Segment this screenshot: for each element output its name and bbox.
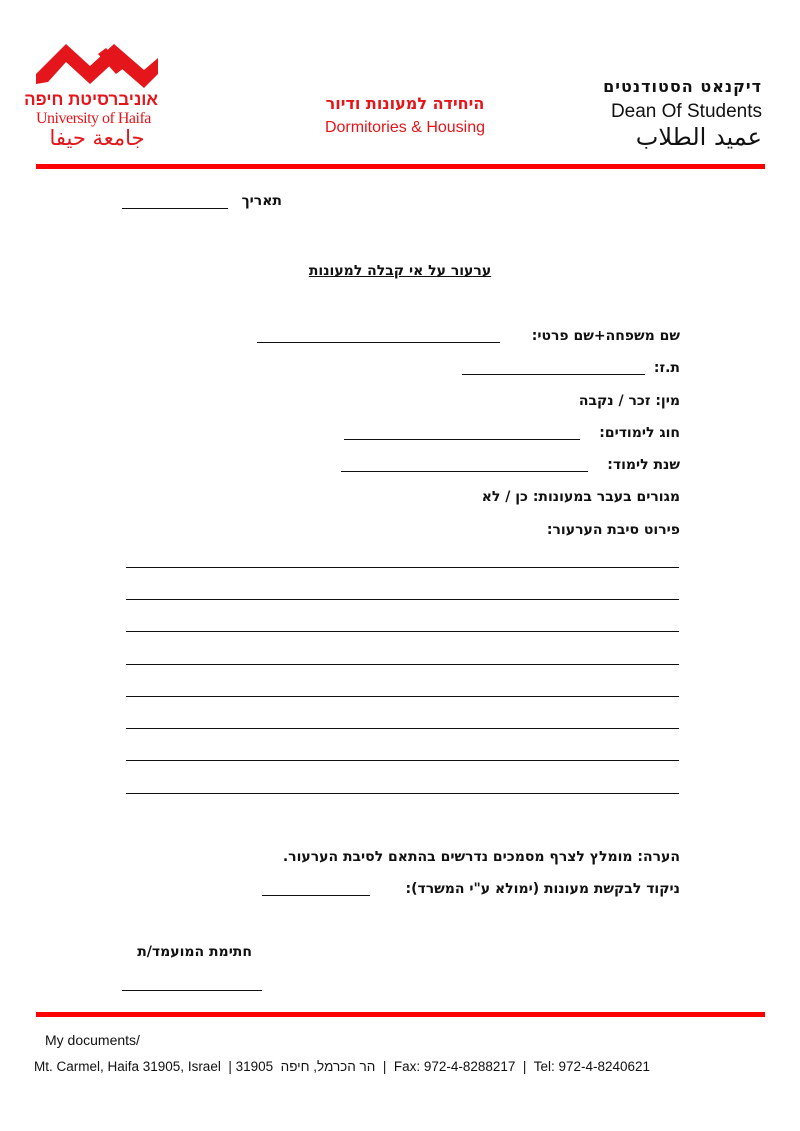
date-label: תאריך <box>241 193 282 209</box>
score-label: ניקוד לבקשת מעונות (ימולא ע"י המשרד): <box>405 881 680 897</box>
reason-line[interactable] <box>126 793 679 794</box>
footer-path: My documents/ <box>45 1032 140 1048</box>
reason-line[interactable] <box>126 664 679 665</box>
reason-line[interactable] <box>126 728 679 729</box>
form-title: ערעור על אי קבלה למעונות <box>308 263 492 279</box>
reason-line[interactable] <box>126 631 679 632</box>
name-label: שם משפחה+שם פרטי: <box>531 328 680 344</box>
university-logo <box>24 44 161 154</box>
logo-hebrew: אוניברסיטת חיפה <box>24 90 158 109</box>
major-line[interactable] <box>344 439 580 440</box>
id-label: ת.ז: <box>653 360 680 376</box>
date-line <box>122 208 228 209</box>
unit-english: Dormitories & Housing <box>324 119 486 136</box>
footer-address: Mt. Carmel, Haifa 31905, Israel | 31905 הר הכרמל, חיפה | Fax: 972-4-8288217 | Tel: 972-4-8240621 <box>34 1059 651 1074</box>
dean-english: Dean Of Students <box>610 101 762 122</box>
reason-line[interactable] <box>126 567 679 568</box>
reason-line[interactable] <box>126 599 679 600</box>
dean-arabic: عميد الطلاب <box>635 123 762 151</box>
header-divider <box>36 164 765 169</box>
gender-field: מין: זכר / נקבה <box>578 393 680 409</box>
name-line[interactable] <box>257 342 500 343</box>
note-text: הערה: מומלץ לצרף מסמכים נדרשים בהתאם לסיבת הערעור. <box>282 849 680 865</box>
logo-mark-icon <box>36 44 158 88</box>
reason-line[interactable] <box>126 760 679 761</box>
signature-line[interactable] <box>122 990 262 991</box>
reason-label: פירוט סיבת הערעור: <box>546 522 680 538</box>
footer-divider <box>36 1012 765 1017</box>
reason-line[interactable] <box>126 696 679 697</box>
year-line[interactable] <box>341 471 588 472</box>
major-label: חוג לימודים: <box>599 425 680 441</box>
logo-arabic: جامعة حيفا <box>49 126 145 150</box>
year-label: שנת לימוד: <box>607 457 680 473</box>
id-line[interactable] <box>462 374 645 375</box>
logo-english: University of Haifa <box>36 110 151 127</box>
unit-hebrew: היחידה למעונות ודיור <box>325 94 485 113</box>
dean-hebrew: דיקנאט הסטודנטים <box>603 77 762 96</box>
signature-label: חתימת המועמד/ת <box>137 944 252 960</box>
past-dorms-field: מגורים בעבר במעונות: כן / לא <box>481 489 680 505</box>
score-line <box>262 895 370 896</box>
